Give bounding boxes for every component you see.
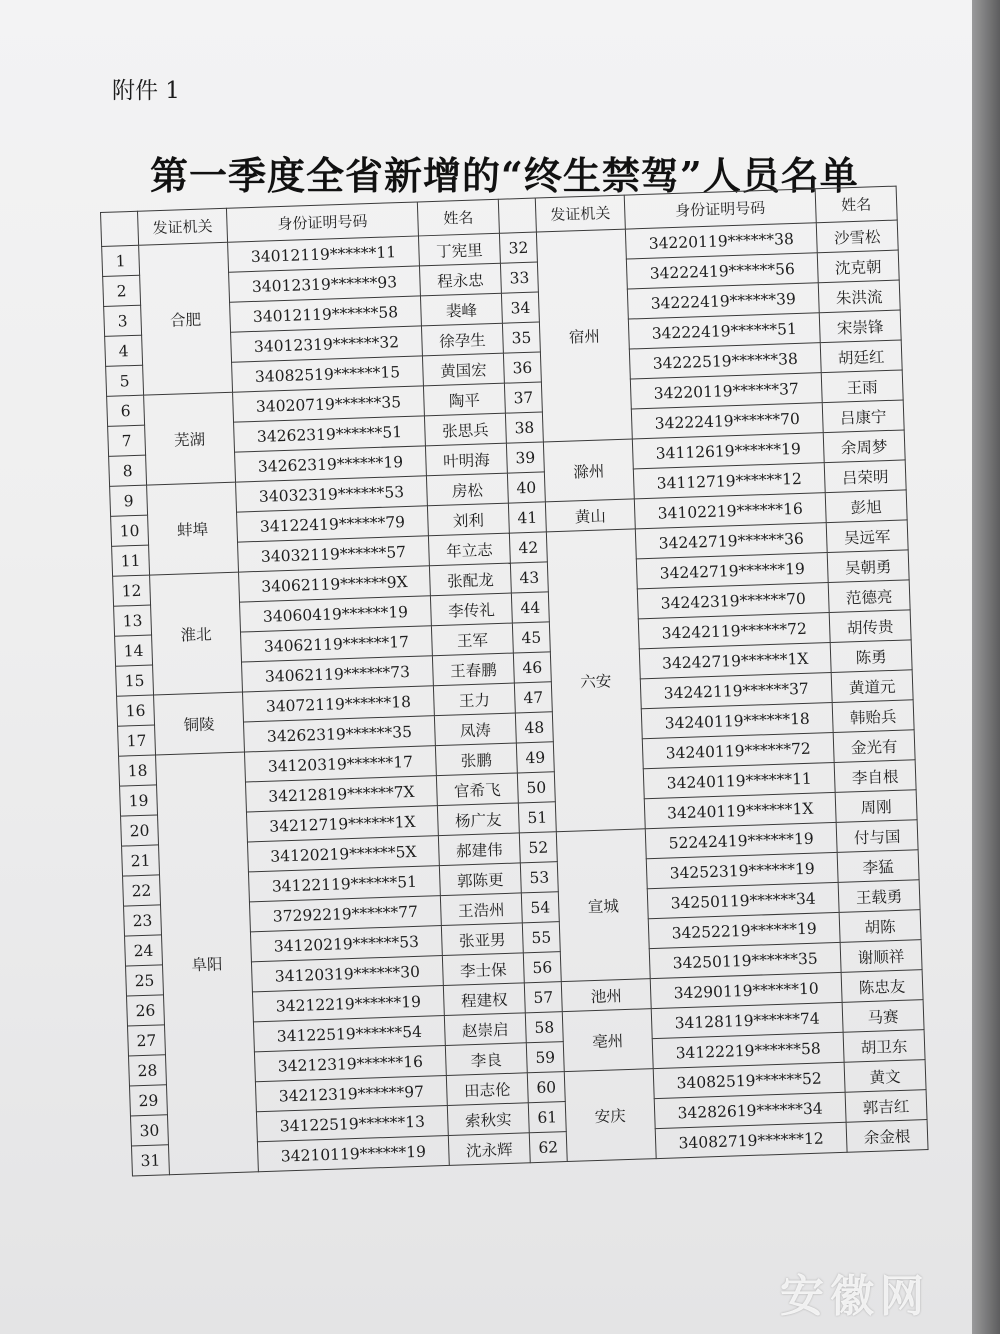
id-number: 34262319******35 [243,716,435,752]
id-number: 34122119******51 [248,866,440,902]
id-number: 34012319******32 [231,326,423,362]
header-authority-right: 发证机关 [535,195,625,232]
id-number: 34212819******7X [245,776,437,812]
person-name: 王春鹏 [432,653,514,686]
id-number: 34122519******13 [256,1105,448,1141]
row-number: 51 [518,802,556,833]
person-name: 李良 [445,1043,527,1076]
row-number: 44 [511,592,549,623]
id-number: 34222419******70 [631,403,823,439]
person-name: 吴远军 [826,520,908,553]
person-name: 沈克朝 [817,250,899,283]
row-number: 27 [128,1025,166,1056]
id-number: 34262319******19 [235,446,427,482]
header-authority: 发证机关 [137,208,227,245]
banned-drivers-table [100,186,929,1177]
person-name: 凤涛 [434,713,516,746]
person-name: 年立志 [428,533,510,566]
id-number: 34128119******74 [651,1002,843,1038]
id-number: 34242119******72 [638,613,830,649]
person-name: 王军 [431,623,513,656]
id-number: 34062119******17 [241,626,433,662]
row-number: 40 [507,472,545,503]
id-number: 34060419******19 [240,596,432,632]
header-id: 身份证明号码 [226,202,418,242]
person-name: 胡陈 [839,910,921,943]
row-number: 12 [113,575,151,606]
person-name: 黄道元 [831,670,913,703]
id-number: 34242719******36 [635,523,827,559]
person-name: 郭陈更 [439,863,521,896]
issuing-authority: 阜阳 [156,752,259,1175]
row-number: 17 [118,725,156,756]
person-name: 李自根 [834,760,916,793]
issuing-authority: 滁州 [543,439,634,502]
row-number: 9 [110,485,148,516]
person-name: 沙雪松 [816,220,898,253]
issuing-authority: 铜陵 [154,692,245,755]
row-number: 33 [500,262,538,293]
person-name: 宋崇锋 [819,310,901,343]
id-number: 34112619******19 [632,433,824,469]
issuing-authority: 黄山 [545,499,635,532]
row-number: 11 [112,545,150,576]
id-number: 34242719******1X [639,643,831,679]
person-name: 余周梦 [823,430,905,463]
person-name: 朱洪流 [818,280,900,313]
row-number: 49 [516,742,554,773]
id-number: 34252319******19 [646,852,838,888]
issuing-authority: 六安 [546,529,645,832]
row-number: 53 [520,862,558,893]
id-number: 34122519******54 [253,1016,445,1052]
id-number: 34032319******53 [236,476,428,512]
person-name: 黄国宏 [422,353,504,386]
person-name: 胡卫东 [843,1030,925,1063]
id-number: 34102219******16 [634,493,826,529]
row-number: 45 [512,622,550,653]
id-number: 34242719******19 [636,553,828,589]
id-number: 34062119******73 [241,656,433,692]
person-name: 周刚 [835,790,917,823]
person-name: 王载勇 [838,880,920,913]
row-number: 1 [102,245,140,276]
person-name: 余金根 [846,1120,928,1153]
person-name: 郝建伟 [438,833,520,866]
id-number: 34212319******97 [255,1075,447,1111]
issuing-authority: 池州 [561,979,651,1012]
attachment-label: 附件 1 [112,78,180,104]
issuing-authority: 淮北 [150,572,243,695]
row-number: 25 [126,965,164,996]
person-name: 程永忠 [419,263,501,296]
person-name: 马赛 [842,1000,924,1033]
person-name: 王雨 [821,370,903,403]
id-number: 34240119******11 [643,762,835,798]
id-number: 34122419******79 [237,506,429,542]
id-number: 34282619******34 [654,1092,846,1128]
id-number: 34290119******10 [650,972,842,1008]
header-id-right: 身份证明号码 [624,189,816,229]
row-number: 6 [107,395,145,426]
header-no [101,211,139,246]
id-number: 34122219******58 [652,1032,844,1068]
row-number: 13 [114,605,152,636]
row-number: 10 [111,515,149,546]
id-number: 34242319******70 [637,583,829,619]
person-name: 赵崇启 [444,1013,526,1046]
row-number: 4 [105,335,143,366]
person-name: 胡传贵 [829,610,911,643]
person-name: 吕康宁 [822,400,904,433]
person-name: 沈永辉 [448,1133,530,1166]
row-number: 41 [508,502,546,533]
id-number: 34212319******16 [254,1046,446,1082]
id-number: 34222519******38 [629,343,821,379]
row-number: 23 [124,905,162,936]
row-number: 38 [505,412,543,443]
header-name: 姓名 [417,199,499,236]
row-number: 54 [521,892,559,923]
person-name: 王力 [433,683,515,716]
id-number: 34082519******52 [653,1062,845,1098]
person-name: 王浩州 [440,893,522,926]
person-name: 陈勇 [830,640,912,673]
person-name: 张亚男 [441,923,523,956]
row-number: 34 [501,292,539,323]
id-number: 34212219******19 [252,986,444,1022]
issuing-authority: 芜湖 [144,392,236,485]
page-title: 第一季度全省新增的“终生禁驾”人员名单 [150,153,859,198]
id-number: 34220119******37 [630,373,822,409]
person-name: 裴峰 [420,293,502,326]
person-name: 徐孕生 [421,323,503,356]
id-number: 34252219******19 [648,912,840,948]
row-number: 62 [529,1132,567,1163]
issuing-authority: 蚌埠 [147,482,239,575]
issuing-authority: 合肥 [139,242,233,395]
id-number: 52242419******19 [645,822,837,858]
id-number: 34222419******56 [626,253,818,289]
person-name: 付与国 [836,820,918,853]
row-number: 59 [526,1042,564,1073]
person-name: 丁宪里 [418,233,500,266]
row-number: 46 [513,652,551,683]
person-name: 叶明海 [425,443,507,476]
watermark-logo: 安徽网 [780,1271,930,1322]
header-no-right [498,198,536,233]
id-number: 34012319******93 [229,266,421,302]
id-number: 34120219******53 [250,926,442,962]
id-number: 34072119******18 [242,686,434,722]
row-number: 28 [128,1055,166,1086]
id-number: 34242119******37 [640,673,832,709]
person-name: 金光有 [833,730,915,763]
id-number: 34120219******5X [247,836,439,872]
page-edge [972,0,1000,1334]
id-number: 34210119******19 [257,1135,449,1171]
row-number: 8 [109,455,147,486]
id-number: 34082519******15 [232,356,424,392]
id-number: 34250119******34 [647,882,839,918]
id-number: 34240119******18 [641,702,833,738]
row-number: 32 [499,232,537,263]
row-number: 29 [129,1085,167,1116]
person-name: 刘利 [427,503,509,536]
row-number: 14 [115,635,153,666]
row-number: 61 [528,1102,566,1133]
row-number: 43 [510,562,548,593]
id-number: 34240119******72 [642,732,834,768]
row-number: 56 [523,952,561,983]
person-name: 田志伦 [446,1073,528,1106]
id-number: 34032119******57 [238,536,430,572]
person-name: 谢顺祥 [840,940,922,973]
id-number: 34220119******38 [625,223,817,259]
row-number: 21 [122,845,160,876]
row-number: 60 [527,1072,565,1103]
row-number: 7 [108,425,146,456]
person-name: 胡廷红 [820,340,902,373]
person-name: 官希飞 [436,773,518,806]
id-number: 34262319******51 [234,416,426,452]
row-number: 35 [502,322,540,353]
row-number: 36 [503,352,541,383]
person-name: 房松 [426,473,508,506]
row-number: 22 [123,875,161,906]
row-number: 55 [522,922,560,953]
id-number: 34222419******39 [627,283,819,319]
person-name: 李猛 [837,850,919,883]
row-number: 5 [106,365,144,396]
id-number: 34012119******58 [230,296,422,332]
person-name: 李士保 [442,953,524,986]
row-number: 18 [119,755,157,786]
id-number: 34012119******11 [228,236,420,272]
id-number: 34120319******17 [244,746,436,782]
issuing-authority: 亳州 [562,1009,653,1072]
person-name: 吕荣明 [824,460,906,493]
row-number: 31 [131,1145,169,1176]
row-number: 50 [517,772,555,803]
person-name: 郭吉红 [845,1090,927,1123]
issuing-authority: 宣城 [556,829,650,982]
person-name: 索秋实 [447,1103,529,1136]
person-name: 张配龙 [429,563,511,596]
row-number: 19 [120,785,158,816]
row-number: 30 [130,1115,168,1146]
person-name: 陈忠友 [841,970,923,1003]
person-name: 张思兵 [424,413,506,446]
person-name: 程建权 [443,983,525,1016]
row-number: 15 [116,665,154,696]
row-number: 37 [504,382,542,413]
row-number: 26 [127,995,165,1026]
person-name: 黄文 [844,1060,926,1093]
row-number: 20 [121,815,159,846]
row-number: 39 [506,442,544,473]
row-number: 16 [117,695,155,726]
id-number: 34250119******35 [649,942,841,978]
row-number: 57 [524,982,562,1013]
row-number: 3 [104,305,142,336]
person-name: 陶平 [423,383,505,416]
person-name: 杨广友 [437,803,519,836]
row-number: 52 [519,832,557,863]
id-number: 34020719******35 [233,386,425,422]
row-number: 47 [514,682,552,713]
id-number: 34240119******1X [644,792,836,828]
person-name: 彭旭 [825,490,907,523]
id-number: 34062119******9X [239,566,431,602]
id-number: 34212719******1X [246,806,438,842]
id-number: 34082719******12 [655,1122,847,1158]
issuing-authority: 宿州 [536,229,632,442]
id-number: 34120319******30 [251,956,443,992]
header-name-right: 姓名 [815,186,897,223]
row-number: 58 [525,1012,563,1043]
person-name: 范德亮 [828,580,910,613]
row-number: 2 [103,275,141,306]
row-number: 48 [515,712,553,743]
person-name: 韩贻兵 [832,700,914,733]
id-number: 34112719******12 [633,463,825,499]
person-name: 吴朝勇 [827,550,909,583]
person-name: 张鹏 [435,743,517,776]
row-number: 24 [125,935,163,966]
person-name: 李传礼 [430,593,512,626]
id-number: 34222419******51 [628,313,820,349]
id-number: 37292219******77 [249,896,441,932]
issuing-authority: 安庆 [564,1069,656,1162]
row-number: 42 [509,532,547,563]
